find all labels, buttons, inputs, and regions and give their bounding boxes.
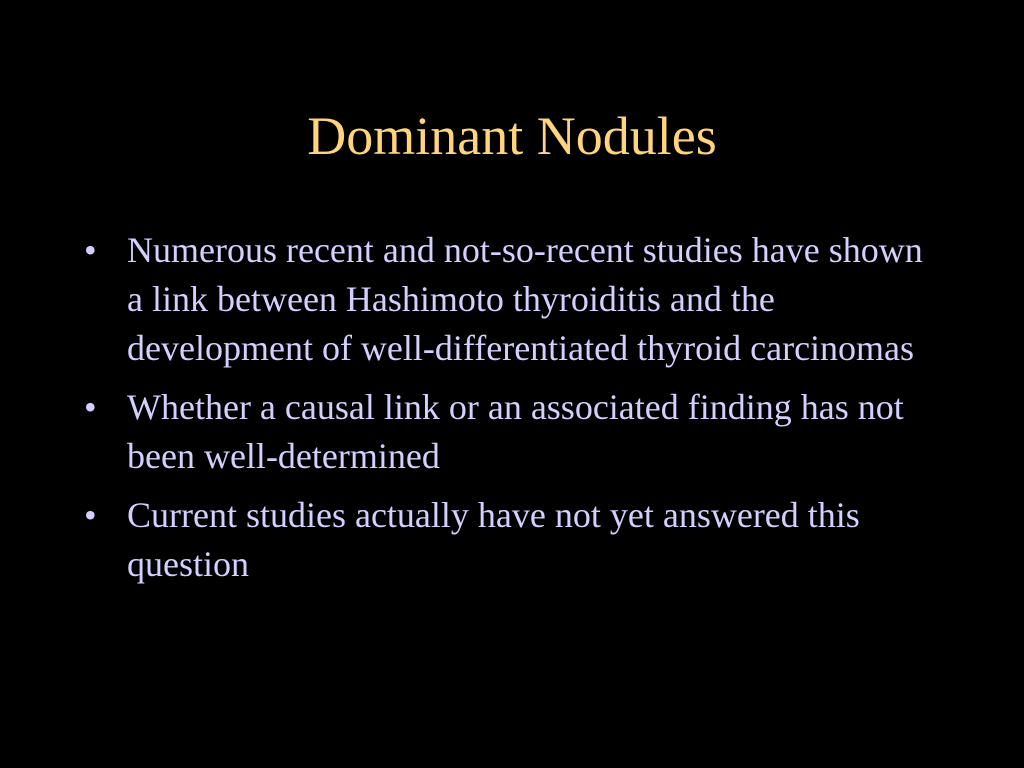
bullet-text: Current studies actually have not yet answered this question xyxy=(127,495,860,584)
bullet-list xyxy=(84,226,924,599)
bullet-text: Whether a causal link or an associated finding has not been well-determined xyxy=(127,387,904,476)
list-item xyxy=(84,383,924,481)
bullet-text: Numerous recent and not-so-recent studies have shown a link between Hashimoto thyroiditis and the development of well-differentiated thyroid carcinomas xyxy=(127,230,923,368)
bullet-marker: • xyxy=(84,387,97,427)
list-item xyxy=(84,491,924,589)
bullet-marker: • xyxy=(84,230,97,270)
slide-title: Dominant Nodules xyxy=(307,106,717,166)
bullet-marker: • xyxy=(84,495,97,535)
list-item xyxy=(84,226,924,373)
